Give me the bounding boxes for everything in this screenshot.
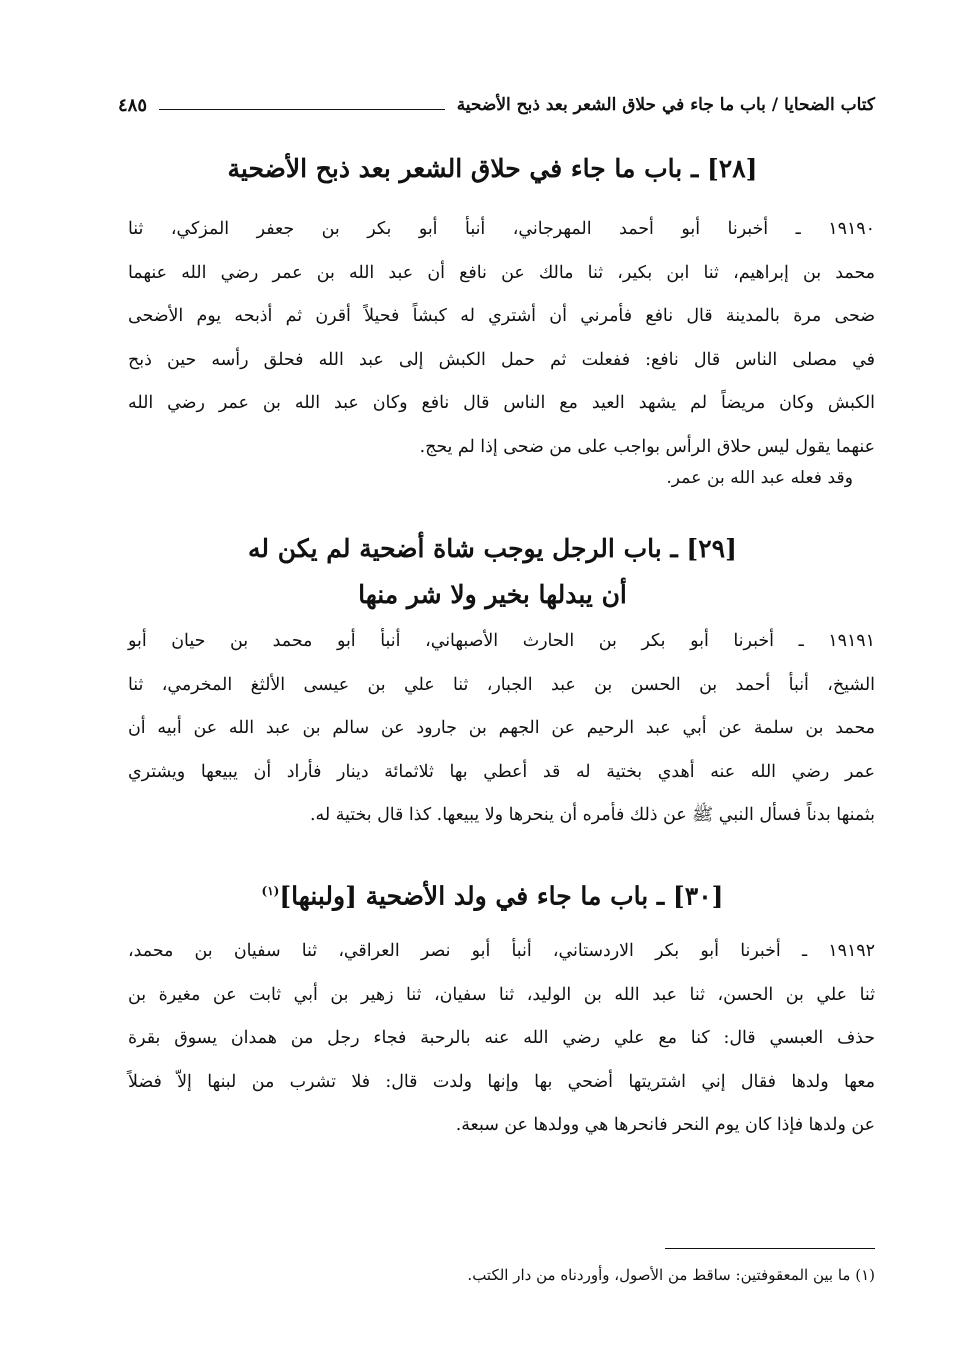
running-header-title: كتاب الضحايا / باب ما جاء في حلاق الشعر بعد ذبح الأضحية <box>456 95 875 115</box>
hadith-19192 <box>128 930 875 1148</box>
text-line: حذف العبسي قال: كنا مع علي رضي الله عنه بالرحبة فجاء رجل من همدان يسوق بقرة <box>128 1028 875 1049</box>
heading-text: [٣٠] ـ باب ما جاء في ولد الأضحية [ولبنها] <box>279 881 724 911</box>
page-number: ٤٨٥ <box>118 94 148 116</box>
header-rule <box>159 109 445 110</box>
text-line: محمد بن سلمة عن أبي عبد الرحيم عن الجهم بن جارود عن سالم بن عبد الله عن أبيه أن <box>128 718 875 739</box>
text-line: عمر رضي الله عنه أهدي بختية له قد أعطي بها ثلاثمائة دينار فأراد أن يبيعها ويشتري <box>128 761 875 782</box>
hadith-19190 <box>128 208 875 470</box>
text-line: بثمنها بدناً فسأل النبي ﷺ عن ذلك فأمره أن ينحرها ولا يبيعها. كذا قال بختية له. <box>310 805 875 826</box>
hadith-19191 <box>128 620 875 838</box>
text-line: ١٩١٩١ ـ أخبرنا أبو بكر بن الحارث الأصبهاني، أنبأ أبو محمد بن حيان أبو <box>128 631 875 651</box>
chapter-heading-29 <box>110 526 875 618</box>
text-line: الكبش وكان مريضاً لم يشهد العيد مع الناس قال نافع وكان عبد الله بن عمر رضي الله <box>128 393 875 414</box>
text-line: في مصلى الناس قال نافع: ففعلت ثم حمل الكبش إلى عبد الله فحلق رأسه حين ذبح <box>128 349 875 370</box>
footnote-separator <box>665 1248 875 1249</box>
text-line: عن ولدها فإذا كان يوم النحر فانحرها هي وولدها عن سبعة. <box>455 1115 875 1136</box>
closing-note: وقد فعله عبد الله بن عمر. <box>666 468 853 488</box>
text-line: ضحى مرة بالمدينة قال نافع فأمرني أن أشتري له كبشاً فحيلاً أقرن ثم أذبحه يوم الأضحى <box>128 306 875 327</box>
chapter-heading-30 <box>110 868 875 919</box>
text-line: محمد بن إبراهيم، ثنا ابن بكير، ثنا مالك عن نافع أن عبد الله بن عمر رضي الله عنهما <box>128 262 875 283</box>
footnote-mark: (١) <box>261 884 280 898</box>
heading-line: [٢٩] ـ باب الرجل يوجب شاة أضحية لم يكن له <box>248 534 737 563</box>
chapter-heading-28 <box>110 146 875 192</box>
text-line: الشيخ، أنبأ أحمد بن الحسن بن عبد الجبار، ثنا علي بن عيسى الألثغ المخرمي، ثنا <box>128 674 875 695</box>
heading-line: أن يبدلها بخير ولا شر منها <box>358 580 627 609</box>
footnote: (١) ما بين المعقوفتين: ساقط من الأصول، وأوردناه من دار الكتب. <box>467 1266 875 1284</box>
heading-line: [٢٨] ـ باب ما جاء في حلاق الشعر بعد ذبح الأضحية <box>227 154 758 183</box>
text-line: ١٩١٩٠ ـ أخبرنا أبو أحمد المهرجاني، أنبأ أبو بكر بن جعفر المزكي، ثنا <box>128 219 875 239</box>
text-line: عنهما يقول ليس حلاق الرأس بواجب على من ضحى إذا لم يحج. <box>419 436 875 457</box>
heading-line <box>110 868 875 919</box>
text-line: ثنا علي بن الحسن، ثنا عبد الله بن الوليد، ثنا سفيان، ثنا زهير بن أبي ثابت عن مغيرة بن <box>128 984 875 1005</box>
text-line: معها ولدها فقال إني اشتريتها أضحي بها وإنها ولدت قال: فلا تشرب من لبنها إلاّ فضلاً <box>128 1071 875 1092</box>
running-header <box>118 88 875 122</box>
text-line: ١٩١٩٢ ـ أخبرنا أبو بكر الاردستاني، أنبأ أبو نصر العراقي، ثنا سفيان بن محمد، <box>128 941 875 961</box>
